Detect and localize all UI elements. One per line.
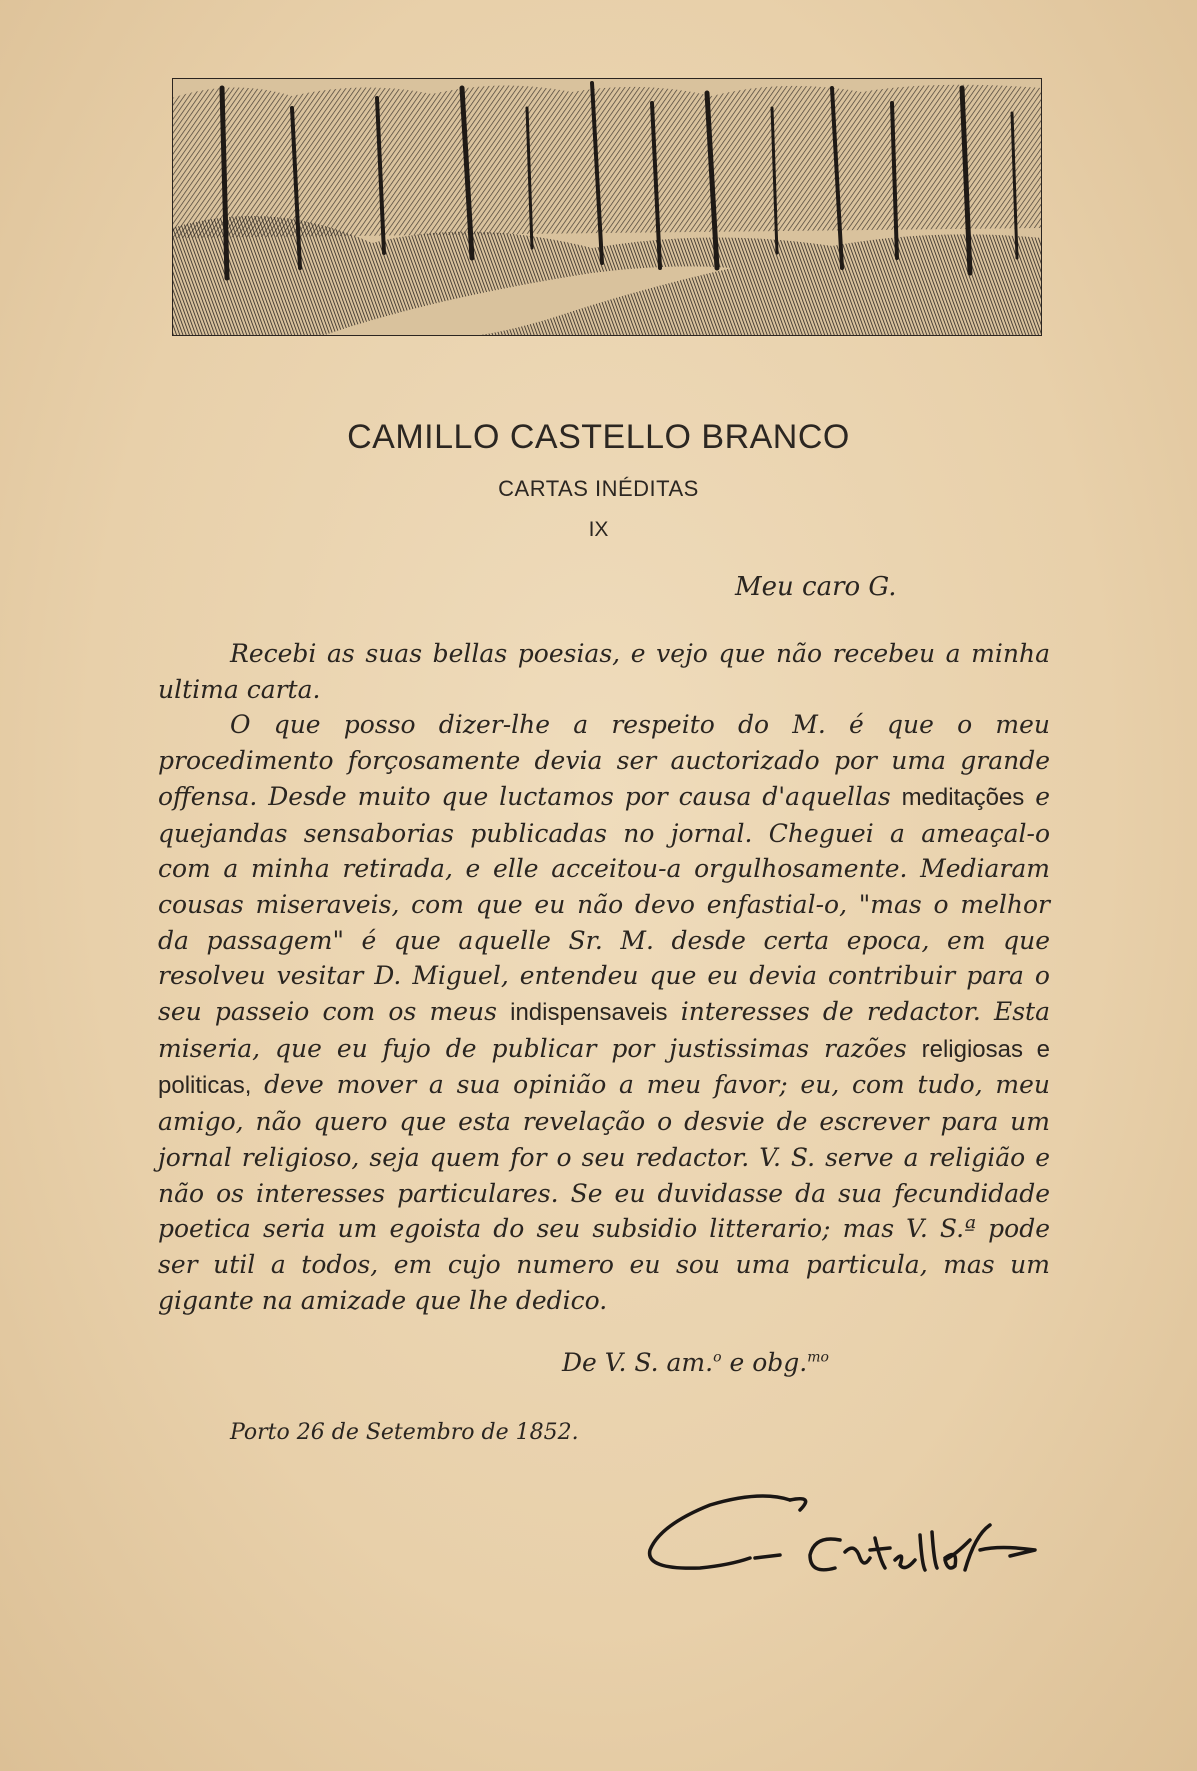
handwritten-signature-icon [640, 1480, 1040, 1590]
text-run: e quejandas sensaborias publicadas no jornal. Cheguei a ameaçal-o com a minha retirada, e elle acceitou-a orgulhosamente. Mediaram cousas miseraveis, com que eu não devo enfastial-o, "mas o melhor da passagem" é que aquelle Sr. M. desde certa epoca, em que resolveu vesitar D. Miguel, entendeu que eu devia contribuir para o seu passeio com os meus [158, 781, 1050, 1027]
forest-engraving-image [172, 78, 1042, 336]
page-subtitle: CARTAS INÉDITAS [498, 476, 699, 501]
letter-date: Porto 26 de Setembro de 1852. [230, 1420, 579, 1445]
letter-number: IX [588, 518, 609, 541]
text-run: interesses de redactor. Esta miseria, que eu fujo de publicar por justissimas razões [158, 997, 1050, 1063]
paragraph: Recebi as suas bellas poesias, e vejo que não recebeu a minha ultima carta. [158, 639, 1050, 704]
signature-image [640, 1480, 1040, 1590]
text-run: e obg. [721, 1348, 808, 1377]
text-run: deve mover a sua opinião a meu favor; eu, com tudo, meu amigo, não quero que esta revelação o desvie de escrever para um jornal religioso, seja quem for o seu redactor. V. S. serve a religião e não os interesses particulares. Se eu duvidasse da sua fecundidade poetica seria um egoista do seu subsidio litterario; mas V. S.ª pode ser util a todos, em cujo numero eu sou uma particula, mas um gigante na amizade que lhe dedico. [158, 1070, 1050, 1315]
superscript: o [713, 1349, 722, 1366]
superscript: mo [807, 1349, 829, 1366]
text-run: O que posso dizer-lhe a respeito do M. é que o meu procedimento forçosamente devia ser auctorizado por uma grande offensa. Desde muito que luctamos por causa d'aquellas [158, 710, 1050, 811]
letter-body [158, 636, 1050, 1318]
salutation: Meu caro G. [735, 572, 897, 602]
text-run: indispensaveis [510, 999, 668, 1027]
paragraph [158, 707, 1050, 1318]
text-run: De V. S. am. [562, 1348, 714, 1377]
text-run: meditações [901, 783, 1025, 811]
forest-path-engraving-icon [172, 78, 1042, 336]
text-run: religiosas e politicas, [158, 1035, 1050, 1100]
page-title: CAMILLO CASTELLO BRANCO [347, 418, 850, 456]
closing [562, 1348, 829, 1377]
